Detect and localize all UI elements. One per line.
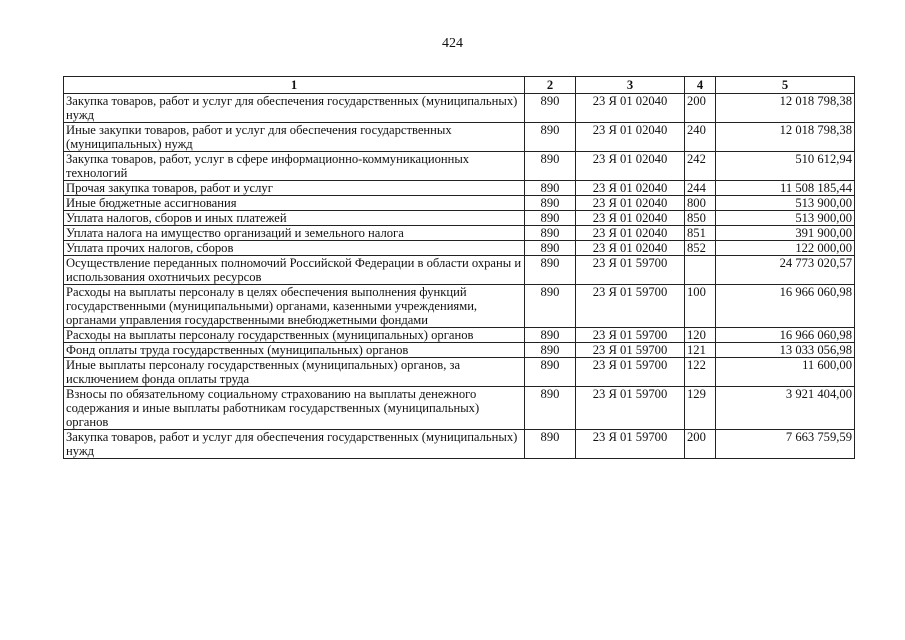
row-vr: 121 xyxy=(685,343,716,358)
row-target: 23 Я 01 59700 xyxy=(576,358,685,387)
budget-table xyxy=(63,76,855,459)
row-name: Фонд оплаты труда государственных (муниципальных) органов xyxy=(64,343,525,358)
row-target: 23 Я 01 59700 xyxy=(576,328,685,343)
row-name: Взносы по обязательному социальному страхованию на выплаты денежного содержания и иные выплаты работникам государственных (муниципальных) органов xyxy=(64,387,525,430)
row-grbs: 890 xyxy=(525,152,576,181)
row-grbs: 890 xyxy=(525,94,576,123)
row-amount: 12 018 798,38 xyxy=(716,123,855,152)
row-target: 23 Я 01 02040 xyxy=(576,196,685,211)
row-name: Расходы на выплаты персоналу в целях обеспечения выполнения функций государственными (муниципальными) органами, казенными учреждениями, органами управления государственными внебюджетными фондами xyxy=(64,285,525,328)
table-row xyxy=(64,387,855,430)
row-name: Закупка товаров, работ и услуг для обеспечения государственных (муниципальных) нужд xyxy=(64,94,525,123)
row-amount: 11 600,00 xyxy=(716,358,855,387)
row-grbs: 890 xyxy=(525,358,576,387)
header-col-3: 3 xyxy=(576,77,685,94)
row-name: Закупка товаров, работ и услуг для обеспечения государственных (муниципальных) нужд xyxy=(64,430,525,459)
table-row xyxy=(64,343,855,358)
row-grbs: 890 xyxy=(525,211,576,226)
row-target: 23 Я 01 02040 xyxy=(576,211,685,226)
row-grbs: 890 xyxy=(525,430,576,459)
row-grbs: 890 xyxy=(525,387,576,430)
header-col-4: 4 xyxy=(685,77,716,94)
row-grbs: 890 xyxy=(525,328,576,343)
row-target: 23 Я 01 02040 xyxy=(576,152,685,181)
row-amount: 11 508 185,44 xyxy=(716,181,855,196)
row-grbs: 890 xyxy=(525,123,576,152)
header-row xyxy=(64,77,855,94)
table-row xyxy=(64,285,855,328)
row-target: 23 Я 01 59700 xyxy=(576,343,685,358)
table-row xyxy=(64,94,855,123)
row-name: Иные закупки товаров, работ и услуг для обеспечения государственных (муниципальных) нужд xyxy=(64,123,525,152)
row-vr: 800 xyxy=(685,196,716,211)
row-target: 23 Я 01 02040 xyxy=(576,181,685,196)
table-row xyxy=(64,152,855,181)
row-name: Иные выплаты персоналу государственных (муниципальных) органов, за исключением фонда оплаты труда xyxy=(64,358,525,387)
header-col-1: 1 xyxy=(64,77,525,94)
row-target: 23 Я 01 02040 xyxy=(576,241,685,256)
row-target: 23 Я 01 59700 xyxy=(576,256,685,285)
row-grbs: 890 xyxy=(525,256,576,285)
row-vr: 100 xyxy=(685,285,716,328)
row-name: Уплата прочих налогов, сборов xyxy=(64,241,525,256)
row-name: Осуществление переданных полномочий Российской Федерации в области охраны и использования охотничьих ресурсов xyxy=(64,256,525,285)
table-row xyxy=(64,256,855,285)
row-vr: 122 xyxy=(685,358,716,387)
row-target: 23 Я 01 59700 xyxy=(576,387,685,430)
row-vr: 244 xyxy=(685,181,716,196)
row-grbs: 890 xyxy=(525,343,576,358)
row-amount: 12 018 798,38 xyxy=(716,94,855,123)
row-vr: 129 xyxy=(685,387,716,430)
table-row xyxy=(64,123,855,152)
row-target: 23 Я 01 02040 xyxy=(576,226,685,241)
table-row xyxy=(64,196,855,211)
row-vr: 200 xyxy=(685,430,716,459)
row-grbs: 890 xyxy=(525,226,576,241)
row-name: Уплата налога на имущество организаций и земельного налога xyxy=(64,226,525,241)
row-name: Иные бюджетные ассигнования xyxy=(64,196,525,211)
row-amount: 16 966 060,98 xyxy=(716,328,855,343)
row-target: 23 Я 01 02040 xyxy=(576,123,685,152)
table-row xyxy=(64,181,855,196)
row-vr: 850 xyxy=(685,211,716,226)
row-vr: 852 xyxy=(685,241,716,256)
row-amount: 122 000,00 xyxy=(716,241,855,256)
row-grbs: 890 xyxy=(525,181,576,196)
row-amount: 13 033 056,98 xyxy=(716,343,855,358)
row-vr: 200 xyxy=(685,94,716,123)
page-number: 424 xyxy=(442,36,463,51)
row-amount: 24 773 020,57 xyxy=(716,256,855,285)
row-grbs: 890 xyxy=(525,241,576,256)
row-target: 23 Я 01 59700 xyxy=(576,285,685,328)
header-col-2: 2 xyxy=(525,77,576,94)
row-name: Закупка товаров, работ, услуг в сфере информационно-коммуникационных технологий xyxy=(64,152,525,181)
row-vr: 120 xyxy=(685,328,716,343)
row-amount: 3 921 404,00 xyxy=(716,387,855,430)
table-row xyxy=(64,226,855,241)
row-amount: 391 900,00 xyxy=(716,226,855,241)
row-vr: 851 xyxy=(685,226,716,241)
row-vr xyxy=(685,256,716,285)
row-name: Расходы на выплаты персоналу государственных (муниципальных) органов xyxy=(64,328,525,343)
table-row xyxy=(64,358,855,387)
table-row xyxy=(64,328,855,343)
row-grbs: 890 xyxy=(525,285,576,328)
row-amount: 513 900,00 xyxy=(716,211,855,226)
row-name: Прочая закупка товаров, работ и услуг xyxy=(64,181,525,196)
row-amount: 513 900,00 xyxy=(716,196,855,211)
row-name: Уплата налогов, сборов и иных платежей xyxy=(64,211,525,226)
row-target: 23 Я 01 02040 xyxy=(576,94,685,123)
table-row xyxy=(64,211,855,226)
row-amount: 7 663 759,59 xyxy=(716,430,855,459)
row-target: 23 Я 01 59700 xyxy=(576,430,685,459)
row-amount: 510 612,94 xyxy=(716,152,855,181)
table-row xyxy=(64,430,855,459)
row-vr: 242 xyxy=(685,152,716,181)
row-vr: 240 xyxy=(685,123,716,152)
row-amount: 16 966 060,98 xyxy=(716,285,855,328)
table-row xyxy=(64,241,855,256)
header-col-5: 5 xyxy=(716,77,855,94)
row-grbs: 890 xyxy=(525,196,576,211)
